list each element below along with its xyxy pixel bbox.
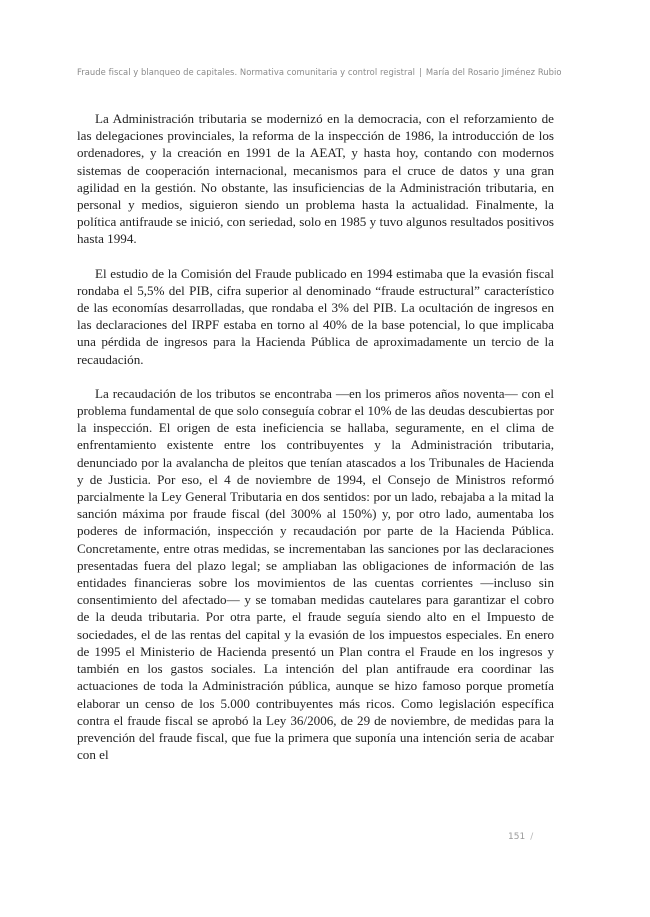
paragraph: La Administración tributaria se modernizó en la democracia, con el reforzamiento de las delegaciones provinciales, la reforma de la inspección de 1986, la introducción de los ordenadores, y la creación en 1991 de la AEAT, y hasta hoy, contando con modernos sistemas de cooperación internacional, mecanismos para el cruce de datos y una gran agilidad en la gestión. No obstante, las insuficiencias de la Administración tributaria, en personal y medios, siguieron siendo un problema hasta la actualidad. Finalmente, la política antifraude se inició, con seriedad, solo en 1985 y tuvo algunos resultados positivos hasta 1994. [77, 111, 554, 247]
running-header-title: Fraude fiscal y blanqueo de capitales. Normativa comunitaria y control registral [77, 67, 416, 77]
running-header [77, 67, 577, 77]
folio-slash: / [530, 832, 534, 842]
body-text [77, 110, 554, 763]
running-header-author: María del Rosario Jiménez Rubio [425, 67, 562, 77]
paragraph: La recaudación de los tributos se encontraba —en los primeros años noventa— con el problema fundamental de que solo conseguía cobrar el 10% de las deudas descubiertas por la inspección. El origen de esta ineficiencia se hallaba, seguramente, en el clima de enfrentamiento existente entre los contribuyentes y la Administración tributaria, denunciado por la avalancha de pleitos que tenían atascados a los Tribunales de Hacienda y de Justicia. Por eso, el 4 de noviembre de 1994, el Consejo de Ministros reformó parcialmente la Ley General Tributaria en dos sentidos: por un lado, rebajaba a la mitad la sanción máxima por fraude fiscal (del 300% al 150%) y, por otro lado, aumentaba los poderes de información, inspección y recaudación por parte de la Hacienda Pública. Concretamente, entre otras medidas, se incrementaban las sanciones por las declaraciones presentadas fuera del plazo legal; se ampliaban las obligaciones de información de las entidades financieras sobre los movimientos de las cuentas corrientes —incluso sin consentimiento del afectado— y se tomaban medidas cautelares para garantizar el cobro de la deuda tributaria. Por otra parte, el fraude seguía siendo alto en el Impuesto de sociedades, el de las rentas del capital y la evasión de los impuestos especiales. En enero de 1995 el Ministerio de Hacienda presentó un Plan contra el Fraude en los ingresos y también en los gastos sociales. La intención del plan antifraude era coordinar las actuaciones de toda la Administración pública, aunque se hizo famoso porque prometía elaborar un censo de los 5.000 contribuyentes más ricos. Como legislación específica contra el fraude fiscal se aprobó la Ley 36/2006, de 29 de noviembre, de medidas para la prevención del fraude fiscal, que fue la primera que suponía una intención seria de acabar con el [77, 385, 554, 763]
page-folio [508, 832, 533, 842]
running-header-separator: | [419, 67, 422, 77]
paragraph: El estudio de la Comisión del Fraude publicado en 1994 estimaba que la evasión fiscal rondaba el 5,5% del PIB, cifra superior al denominado “fraude estructural” característico de las economías desarrolladas, que rondaba el 3% del PIB. La ocultación de ingresos en las declaraciones del IRPF estaba en torno al 40% de la base potencial, lo que implicaba una pérdida de ingresos para la Hacienda Pública de aproximadamente un tercio de la recaudación. [77, 265, 554, 367]
page-number: 151 [508, 832, 526, 842]
